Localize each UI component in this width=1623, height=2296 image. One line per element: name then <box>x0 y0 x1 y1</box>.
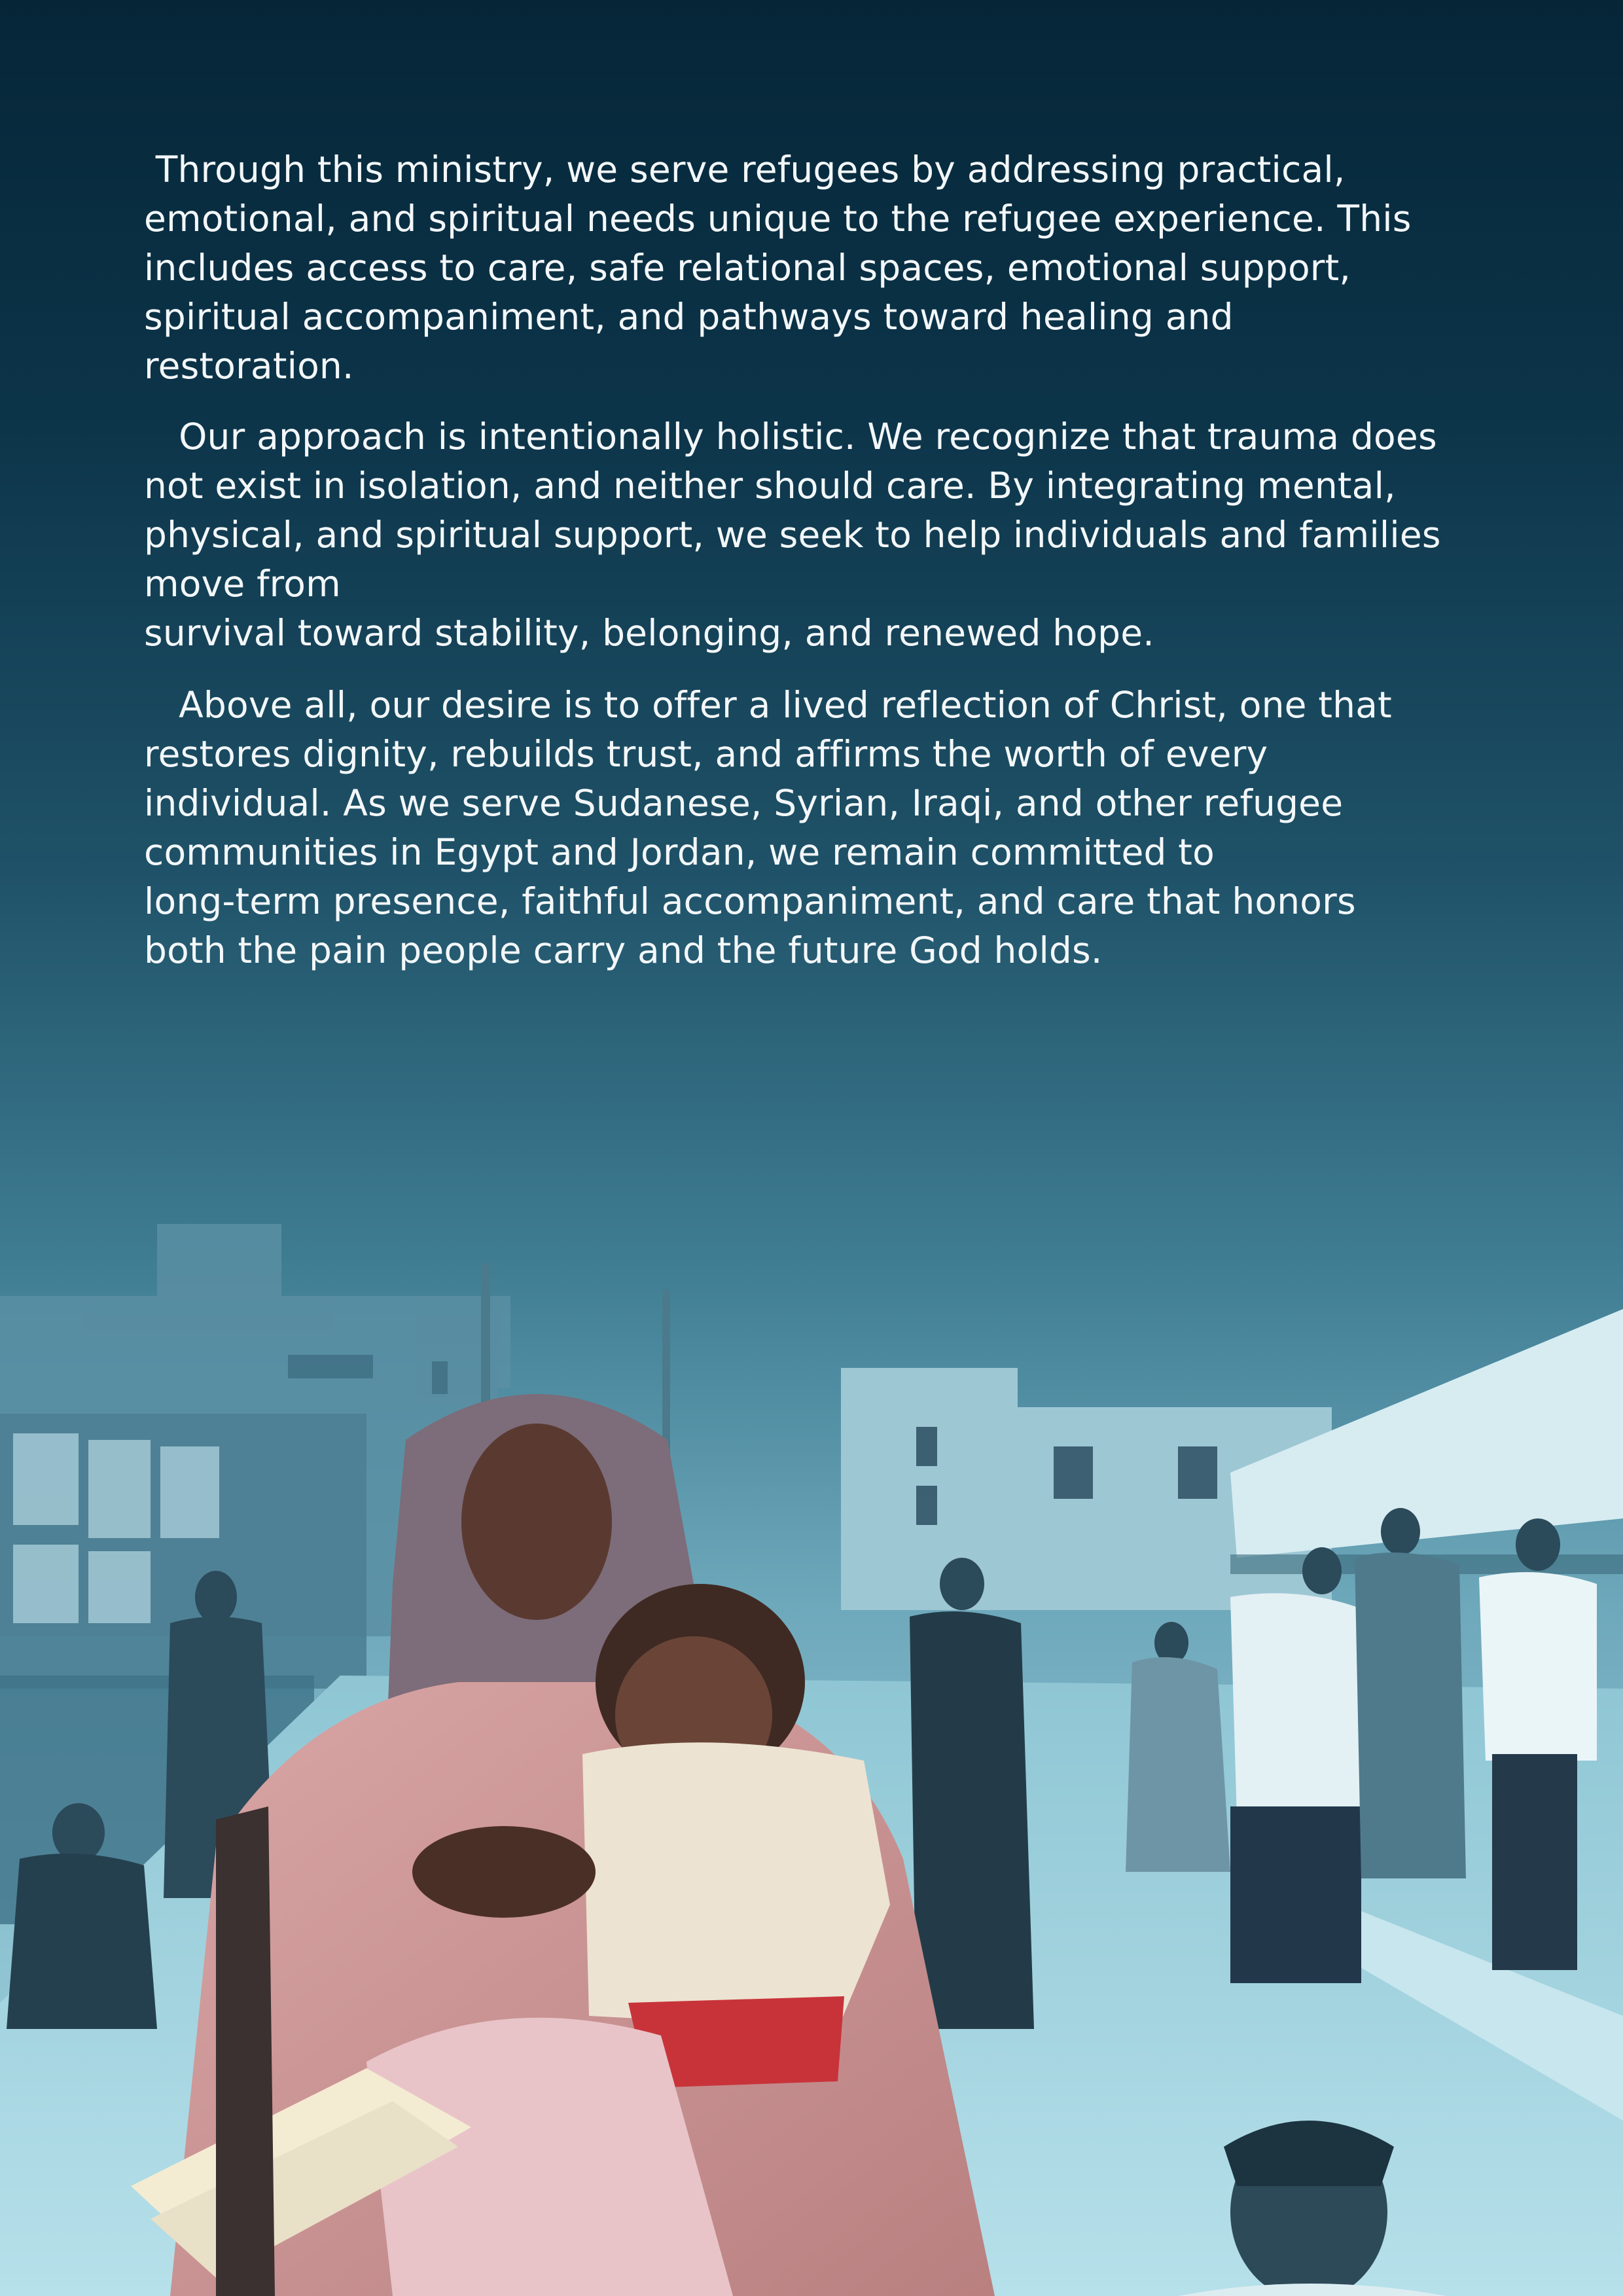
paragraph-approach: Our approach is intentionally holistic. We recognize that trauma does not exist in isolation, and neither should care. By integrating mental, physical, and spiritual support, we seek to help individuals and families move from survival toward stability, belonging, and renewed hope. <box>144 416 1441 654</box>
refugee-street-photo <box>0 1165 1623 2296</box>
body-text <box>144 145 1492 971</box>
paragraph-desire: Above all, our desire is to offer a lived reflection of Christ, one that restores dignity, rebuilds trust, and affirms the worth of every individual. As we serve Sudanese, Syrian, Iraqi, and other refugee communities in Egypt and Jordan, we remain committed to long-term presence, faithful accompaniment, and care that honors both the pain people carry and the future God holds. <box>144 684 1392 971</box>
paragraph-ministry: Through this ministry, we serve refugees by addressing practical, emotional, and spiritual needs unique to the refugee experience. This includes access to care, safe relational spaces, emotional support, spiritual accompaniment, and pathways toward healing and restoration. <box>144 149 1412 387</box>
